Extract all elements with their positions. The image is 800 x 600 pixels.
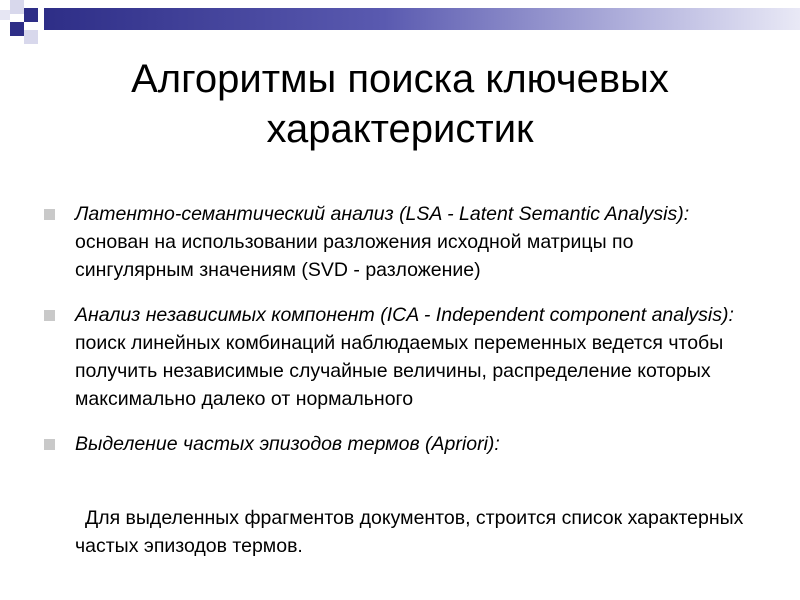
- bullet-term: Анализ независимых компонент (ICA - Independent component analysis):: [75, 304, 734, 326]
- bullet-list: [44, 200, 744, 475]
- top-gradient-band: [44, 8, 800, 30]
- slide-title: [60, 54, 740, 154]
- title-line-1: Алгоритмы поиска ключевых: [131, 57, 669, 101]
- decor-square: [24, 8, 38, 22]
- bullet-term: Латентно-семантический анализ (LSA - Latent Semantic Analysis):: [75, 203, 690, 225]
- bullet-text: [75, 200, 744, 284]
- bullet-text: [75, 301, 744, 413]
- bullet-description: поиск линейных комбинаций наблюдаемых переменных ведется чтобы получить независимые случайные величины, распределение которых максимально далеко от нормального: [75, 332, 724, 410]
- bullet-text: [75, 430, 744, 458]
- decor-square: [10, 22, 24, 36]
- decor-square: [24, 30, 38, 44]
- apriori-description-text: Для выделенных фрагментов документов, строится список характерных частых эпизодов термов.: [75, 507, 744, 557]
- bullet-term: Выделение частых эпизодов термов (Apriori):: [75, 433, 500, 455]
- apriori-description: [75, 504, 755, 560]
- bullet-item-ica: [44, 301, 744, 413]
- bullet-item-apriori: [44, 430, 744, 458]
- square-bullet-icon: [44, 439, 55, 450]
- bullet-description: основан на использовании разложения исходной матрицы по сингулярным значениям (SVD - разложение): [75, 231, 634, 281]
- square-bullet-icon: [44, 209, 55, 220]
- square-bullet-icon: [44, 310, 55, 321]
- decor-square: [10, 0, 24, 14]
- bullet-item-lsa: [44, 200, 744, 284]
- decor-square: [0, 10, 10, 20]
- title-line-2: характеристик: [266, 107, 534, 151]
